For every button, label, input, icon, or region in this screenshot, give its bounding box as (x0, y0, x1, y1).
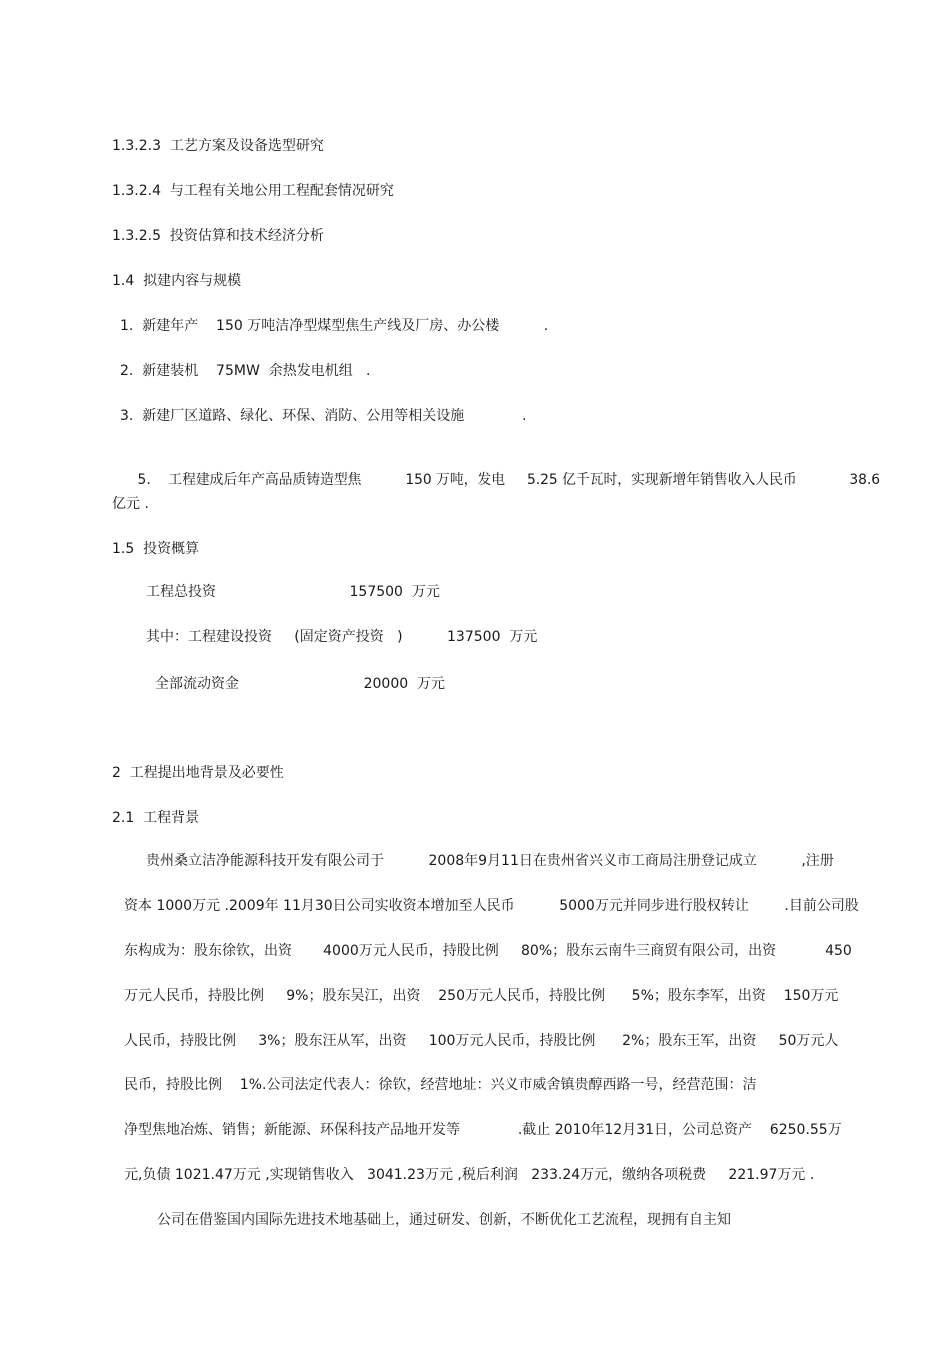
paragraph-line: 贵州桑立洁净能源科技开发有限公司于 2008年9月11日在贵州省兴义市工商局注册登记成立 ,注册 (146, 853, 834, 869)
paragraph-next: 公司在借鉴国内国际先进技术地基础上，通过研发、创新，不断优化工艺流程，现拥有自主知 (157, 1212, 731, 1228)
heading-1-3-2-5: 1.3.2.5 投资估算和技术经济分析 (112, 228, 324, 244)
investment-total: 工程总投资 157500 万元 (146, 584, 440, 600)
paragraph-line: 净型焦地冶炼、销售；新能源、环保科技产品地开发等 .截止 2010年12月31日，公司总资产 6250.55万 (124, 1122, 842, 1138)
investment-working: 全部流动资金 20000 万元 (155, 676, 446, 692)
scale-item-2: 2. 新建装机 75MW 余热发电机组 . (120, 363, 371, 379)
scale-item-5-text: 5. 工程建成后年产高品质铸造型焦 150 万吨，发电 5.25 亿千瓦时，实现新增年销售收入人民币 38.6 (137, 472, 881, 488)
heading-1-5: 1.5 投资概算 (112, 541, 200, 557)
investment-fixed: 其中：工程建设投资 (固定资产投资 ) 137500 万元 (146, 629, 538, 645)
heading-1-3-2-4: 1.3.2.4 与工程有关地公用工程配套情况研究 (112, 183, 394, 199)
paragraph-line: 资本 1000万元 .2009年 11月30日公司实收资本增加至人民币 5000万元并同步进行股权转让 .目前公司股 (124, 898, 859, 914)
paragraph-line: 民币，持股比例 1%.公司法定代表人：徐钦，经营地址：兴义市威舍镇贵醇西路一号，经营范围：洁 (124, 1077, 757, 1093)
paragraph-line: 人民币，持股比例 3%；股东汪从军，出资 100万元人民币，持股比例 2%；股东王军，出资 50万元人 (124, 1033, 839, 1049)
scale-item-1: 1. 新建年产 150 万吨洁净型煤型焦生产线及厂房、办公楼 . (120, 318, 549, 334)
heading-2-1: 2.1 工程背景 (112, 810, 200, 826)
heading-1-3-2-3: 1.3.2.3 工艺方案及设备选型研究 (112, 138, 324, 154)
paragraph-line: 元,负债 1021.47万元 ,实现销售收入 3041.23万元 ,税后利润 233.24万元，缴纳各项税费 221.97万元 . (124, 1167, 815, 1183)
heading-2: 2 工程提出地背景及必要性 (112, 765, 284, 781)
heading-1-4: 1.4 拟建内容与规模 (112, 273, 242, 289)
paragraph-line: 万元人民币，持股比例 9%；股东吴江，出资 250万元人民币，持股比例 5%；股东李军，出资 150万元 (124, 988, 839, 1004)
scale-item-3: 3. 新建厂区道路、绿化、环保、消防、公用等相关设施 . (120, 408, 527, 424)
scale-item-5 (120, 450, 881, 488)
paragraph-line: 东构成为：股东徐钦，出资 4000万元人民币，持股比例 80%；股东云南牛三商贸有限公司，出资 450 (124, 943, 852, 959)
scale-item-5-cont: 亿元 . (112, 496, 149, 512)
